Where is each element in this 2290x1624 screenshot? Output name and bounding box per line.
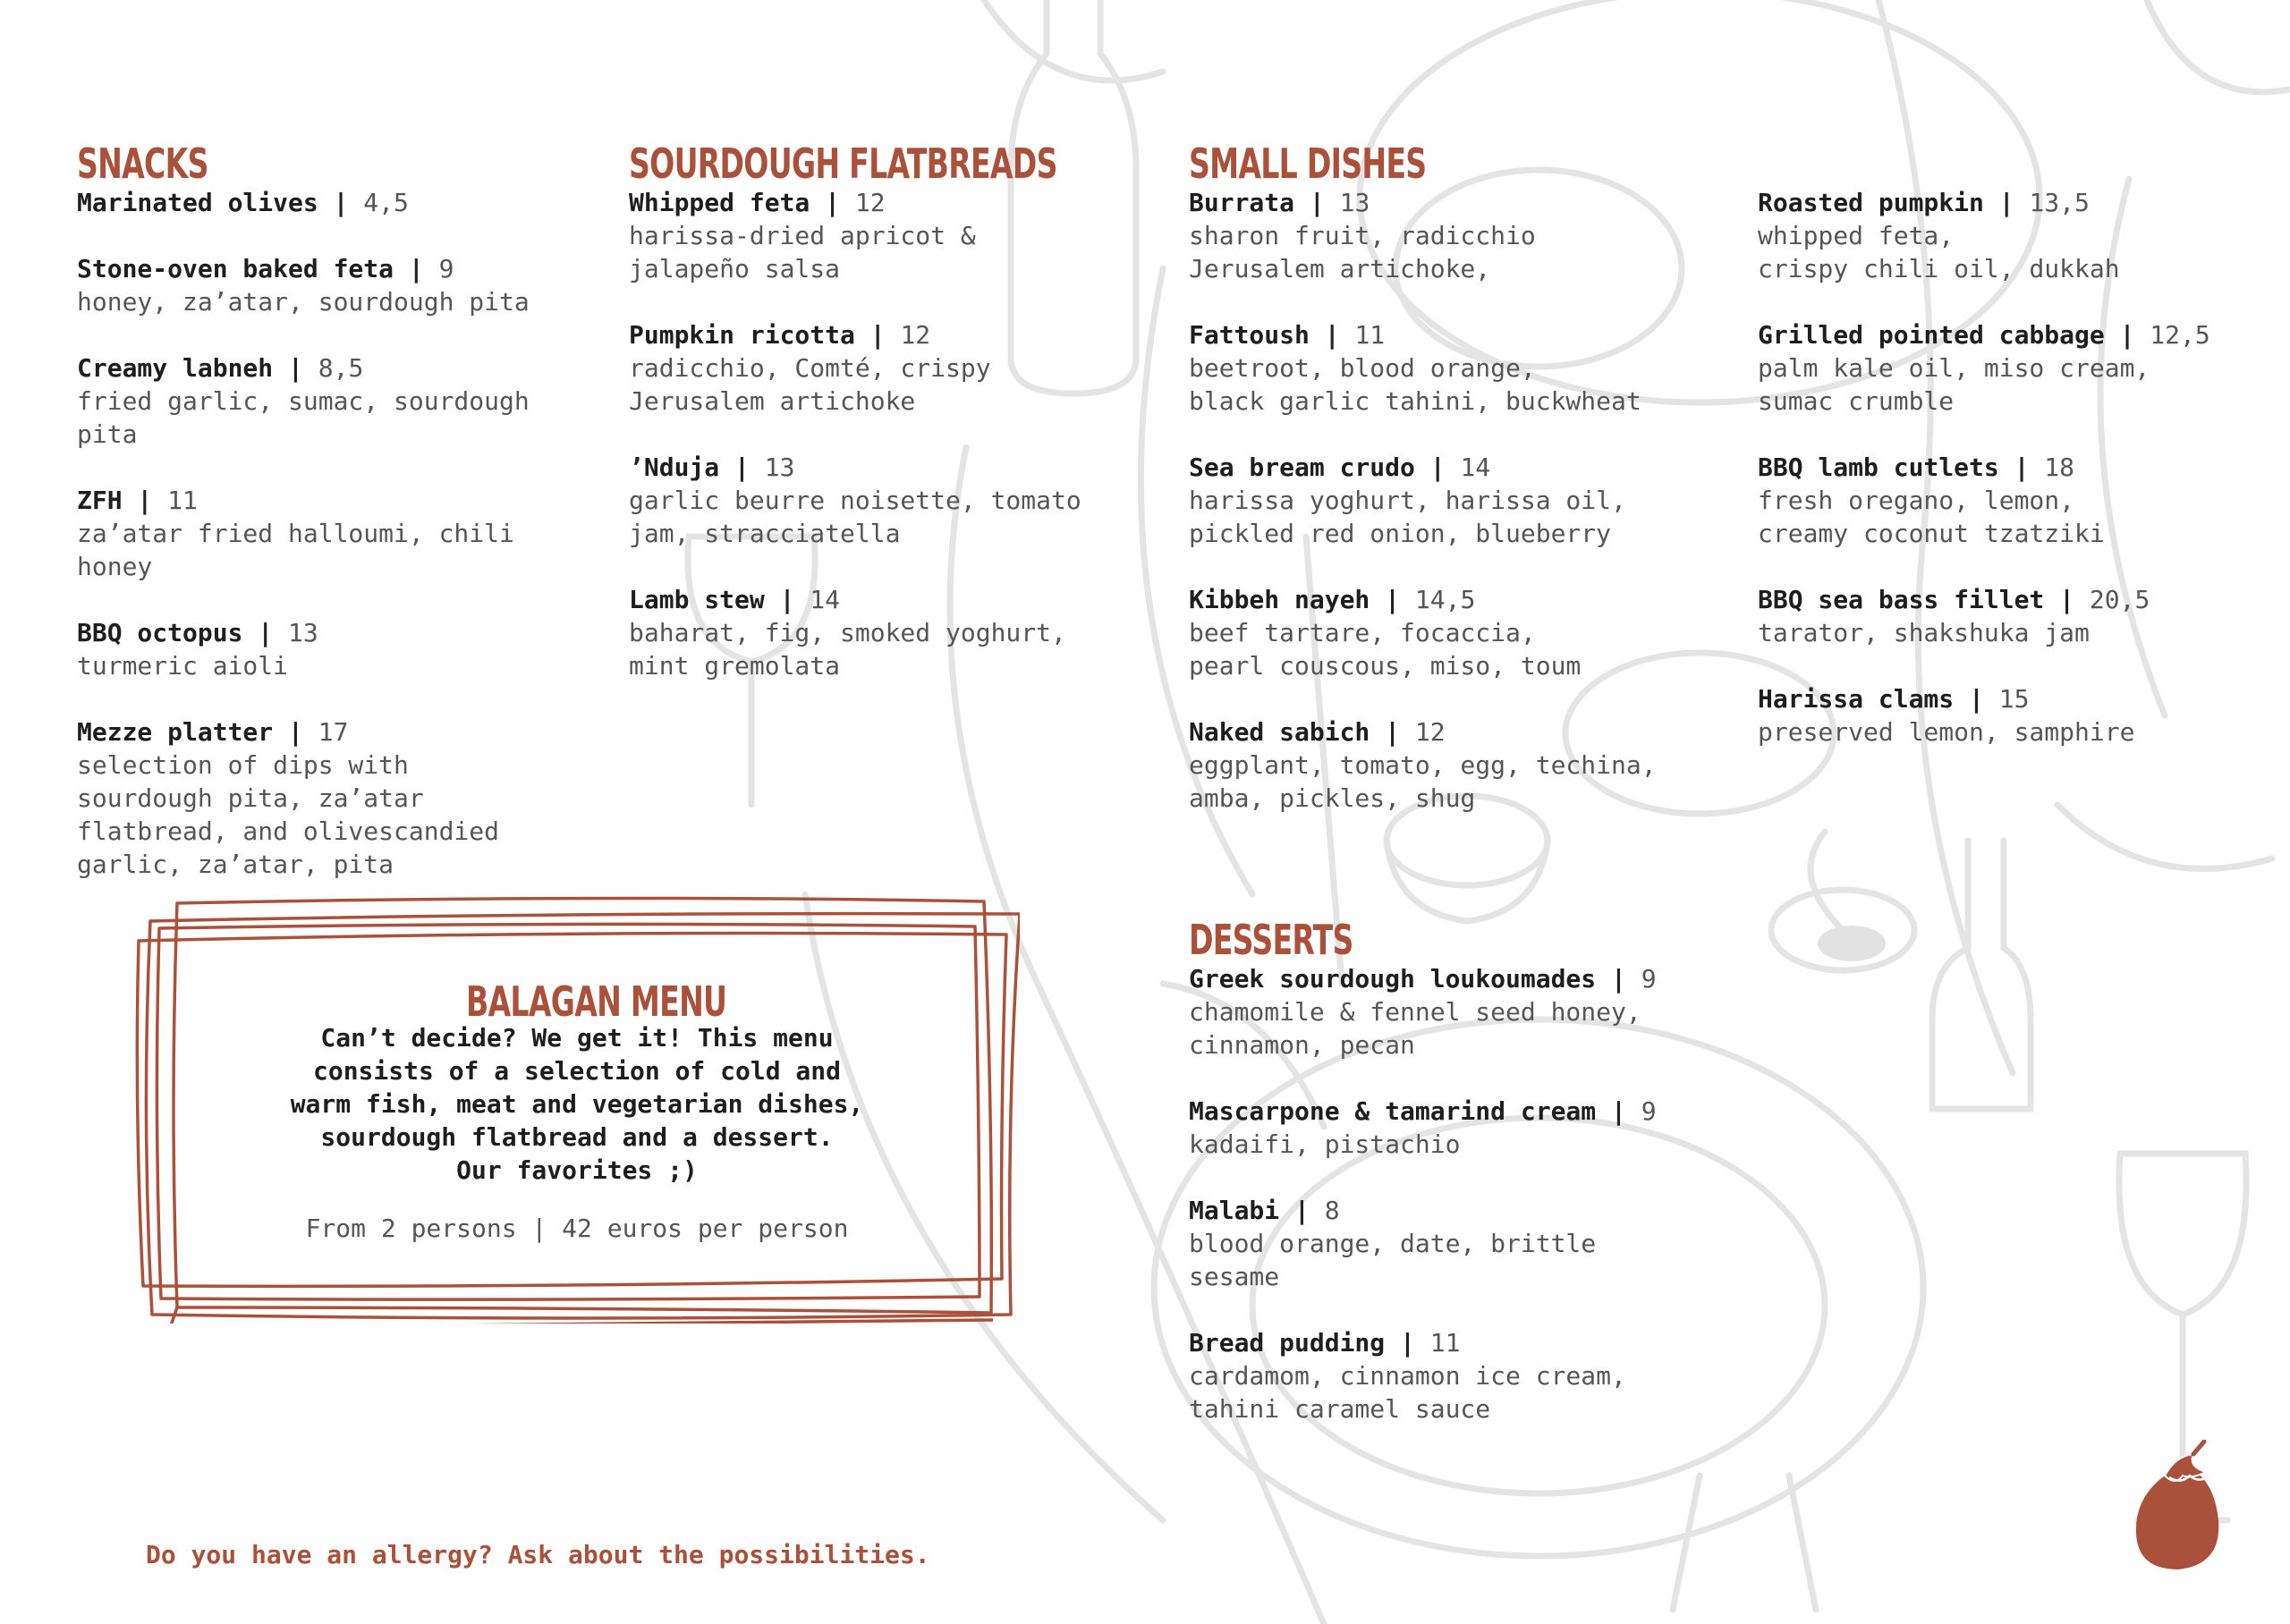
menu-item-description: creamy coconut tzatziki bbox=[1758, 519, 2105, 548]
menu-item-description: garlic beurre noisette, tomato bbox=[629, 486, 1081, 515]
menu-item-price: 13 bbox=[1339, 188, 1370, 217]
menu-item-separator: | bbox=[1385, 1328, 1430, 1358]
menu-item-separator: | bbox=[719, 453, 765, 482]
menu-item bbox=[1189, 962, 1657, 1062]
menu-item-name: Greek sourdough loukoumades bbox=[1189, 964, 1597, 994]
description-line: sourdough flatbread and a dessert. bbox=[320, 1122, 834, 1152]
menu-item-name: Pumpkin ricotta bbox=[629, 320, 855, 350]
balagan-menu-price: From 2 persons | 42 euros per person bbox=[305, 1214, 849, 1243]
menu-item-description: honey bbox=[77, 552, 153, 581]
menu-item-separator: | bbox=[1998, 453, 2045, 482]
menu-item bbox=[1758, 583, 2210, 649]
menu-item-separator: | bbox=[1596, 1096, 1641, 1126]
menu-item-name: Mascarpone & tamarind cream bbox=[1189, 1096, 1597, 1126]
menu-item-name: Mezze platter bbox=[77, 717, 274, 747]
menu-item-name: Lamb stew bbox=[629, 585, 765, 614]
menu-item-description: palm kale oil, miso cream, bbox=[1758, 353, 2150, 383]
menu-item-separator: | bbox=[1294, 188, 1340, 217]
menu-item bbox=[1189, 318, 1657, 418]
menu-item bbox=[1758, 186, 2210, 285]
menu-item bbox=[77, 715, 530, 881]
menu-item-description: crispy chili oil, dukkah bbox=[1758, 254, 2120, 283]
menu-item bbox=[1758, 682, 2210, 749]
menu-item-name: ZFH bbox=[77, 486, 123, 515]
menu-item-description: amba, pickles, shug bbox=[1189, 783, 1476, 813]
menu-item-price: 18 bbox=[2044, 453, 2075, 482]
menu-item-description: pearl couscous, miso, toum bbox=[1189, 651, 1582, 681]
menu-item-description: za’atar fried halloumi, chili bbox=[77, 519, 514, 548]
small-dishes-heading: SMALL DISHES bbox=[1189, 140, 1427, 188]
desserts-heading: DESSERTS bbox=[1189, 916, 1353, 964]
description-line: consists of a selection of cold and bbox=[312, 1056, 841, 1086]
menu-item-description: fried garlic, sumac, sourdough bbox=[77, 386, 530, 416]
menu-item-description: jalapeño salsa bbox=[629, 254, 841, 283]
menu-item-description: garlic, za’atar, pita bbox=[77, 850, 394, 879]
balagan-menu-title: BALAGAN MENU bbox=[466, 977, 727, 1026]
menu-item bbox=[77, 351, 530, 451]
menu-item-separator: | bbox=[1414, 453, 1461, 482]
menu-item-name: Fattoush bbox=[1189, 320, 1310, 350]
menu-item-price: 4,5 bbox=[363, 188, 409, 217]
menu-item-separator: | bbox=[1309, 320, 1355, 350]
menu-item-price: 8,5 bbox=[318, 353, 364, 383]
menu-item-name: Burrata bbox=[1189, 188, 1295, 217]
menu-item-name: Grilled pointed cabbage bbox=[1758, 320, 2105, 350]
menu-item-description: eggplant, tomato, egg, techina, bbox=[1189, 750, 1657, 780]
menu-item-separator: | bbox=[394, 254, 439, 283]
menu-item-description: sesame bbox=[1189, 1262, 1280, 1291]
menu-item bbox=[1189, 451, 1657, 550]
menu-item-description: cardamom, cinnamon ice cream, bbox=[1189, 1361, 1626, 1391]
menu-item-name: Naked sabich bbox=[1189, 717, 1370, 747]
menu-item-description: blood orange, date, brittle bbox=[1189, 1229, 1597, 1258]
menu-item-price: 12 bbox=[1414, 717, 1446, 747]
menu-item-description: preserved lemon, samphire bbox=[1758, 717, 2135, 747]
menu-item bbox=[1189, 1095, 1657, 1161]
menu-item-separator: | bbox=[764, 585, 810, 614]
menu-item-name: Creamy labneh bbox=[77, 353, 274, 383]
menu-item-name: Harissa clams bbox=[1758, 684, 1955, 714]
menu-item-description: fresh oregano, lemon, bbox=[1758, 486, 2075, 515]
menu-item-name: BBQ lamb cutlets bbox=[1758, 453, 1999, 482]
menu-item-separator: | bbox=[1954, 684, 1999, 714]
menu-item-price: 12 bbox=[854, 188, 886, 217]
menu-item bbox=[1189, 583, 1657, 682]
menu-item bbox=[1758, 451, 2210, 550]
menu-item bbox=[77, 252, 530, 318]
flatbreads-heading: SOURDOUGH FLATBREADS bbox=[629, 140, 1057, 188]
small-dishes-list bbox=[1189, 186, 1657, 848]
menu-item-description: whipped feta, bbox=[1758, 221, 1955, 250]
menu-item-description: tahini caramel sauce bbox=[1189, 1394, 1491, 1424]
menu-item bbox=[1758, 318, 2210, 418]
menu-item-name: Stone-oven baked feta bbox=[77, 254, 394, 283]
menu-item-price: 11 bbox=[1429, 1328, 1461, 1358]
menu-item-price: 13 bbox=[288, 618, 318, 647]
menu-item-separator: | bbox=[1279, 1196, 1325, 1225]
description-line: warm fish, meat and vegetarian dishes, bbox=[290, 1089, 864, 1119]
menu-item-price: 13 bbox=[764, 453, 795, 482]
desserts-list bbox=[1189, 962, 1657, 1459]
menu-item-description: pickled red onion, blueberry bbox=[1189, 519, 1612, 548]
menu-item-price: 14 bbox=[810, 585, 841, 614]
snacks-list bbox=[77, 186, 530, 914]
menu-item-price: 20,5 bbox=[2089, 585, 2150, 614]
menu-item bbox=[77, 186, 530, 219]
menu-item bbox=[629, 318, 1081, 418]
menu-item-name: BBQ octopus bbox=[77, 618, 243, 647]
menu-item-description: flatbread, and olivescandied bbox=[77, 816, 500, 846]
menu-item-price: 9 bbox=[1641, 1096, 1657, 1126]
menu-item-description: mint gremolata bbox=[629, 651, 841, 681]
menu-item-separator: | bbox=[318, 188, 364, 217]
menu-item-description: Jerusalem artichoke, bbox=[1189, 254, 1491, 283]
menu-item-price: 15 bbox=[1998, 684, 2030, 714]
menu-item-separator: | bbox=[1370, 585, 1415, 614]
menu-item-description: selection of dips with bbox=[77, 750, 409, 780]
menu-item-separator: | bbox=[1596, 964, 1641, 994]
menu-item-price: 11 bbox=[1354, 320, 1386, 350]
menu-item bbox=[629, 186, 1081, 285]
menu-item bbox=[77, 616, 530, 682]
menu-item-description: pita bbox=[77, 419, 138, 449]
menu-item-description: jam, stracciatella bbox=[629, 519, 901, 548]
menu-item-description: harissa yoghurt, harissa oil, bbox=[1189, 486, 1626, 515]
menu-item-price: 14,5 bbox=[1414, 585, 1476, 614]
menu-item-separator: | bbox=[1983, 188, 2030, 217]
menu-item-description: sourdough pita, za’atar bbox=[77, 783, 424, 813]
menu-item-description: baharat, fig, smoked yoghurt, bbox=[629, 618, 1066, 647]
menu-item-separator: | bbox=[242, 618, 289, 647]
flatbreads-list bbox=[629, 186, 1081, 715]
menu-item-description: cinnamon, pecan bbox=[1189, 1030, 1415, 1060]
menu-item-price: 9 bbox=[438, 254, 454, 283]
menu-item-price: 14 bbox=[1460, 453, 1491, 482]
menu-item-description: harissa-dried apricot & bbox=[629, 221, 976, 250]
menu-item bbox=[1189, 186, 1657, 285]
menu-item-separator: | bbox=[1370, 717, 1415, 747]
menu-item bbox=[1189, 715, 1657, 815]
snacks-heading: SNACKS bbox=[77, 140, 208, 188]
menu-item-name: Sea bream crudo bbox=[1189, 453, 1415, 482]
menu-item-name: Bread pudding bbox=[1189, 1328, 1386, 1358]
menu-item-separator: | bbox=[2104, 320, 2150, 350]
eggplant-icon bbox=[2129, 1440, 2227, 1574]
menu-item-description: sumac crumble bbox=[1758, 386, 1955, 416]
menu-item-description: tarator, shakshuka jam bbox=[1758, 618, 2090, 647]
menu-item-separator: | bbox=[273, 353, 318, 383]
menu-item-description: Jerusalem artichoke bbox=[629, 386, 916, 416]
menu-item-price: 17 bbox=[318, 717, 349, 747]
menu-item-separator: | bbox=[2044, 585, 2090, 614]
menu-item-name: Kibbeh nayeh bbox=[1189, 585, 1370, 614]
menu-item bbox=[77, 484, 530, 583]
menu-item-name: Marinated olives bbox=[77, 188, 318, 217]
menu-item-separator: | bbox=[810, 188, 855, 217]
menu-item-name: Roasted pumpkin bbox=[1758, 188, 1984, 217]
menu-item-price: 11 bbox=[167, 486, 198, 515]
menu-item-separator: | bbox=[122, 486, 168, 515]
menu-item-description: black garlic tahini, buckwheat bbox=[1189, 386, 1641, 416]
menu-item bbox=[1189, 1194, 1657, 1293]
menu-item-name: ’Nduja bbox=[629, 453, 720, 482]
menu-item-price: 12 bbox=[900, 320, 931, 350]
menu-item-name: Malabi bbox=[1189, 1196, 1280, 1225]
menu-item-price: 13,5 bbox=[2029, 188, 2090, 217]
menu-item-description: sharon fruit, radicchio bbox=[1189, 221, 1536, 250]
menu-item bbox=[629, 451, 1081, 550]
menu-item-description: beetroot, blood orange, bbox=[1189, 353, 1536, 383]
menu-item-price: 9 bbox=[1641, 964, 1657, 994]
menu-item-separator: | bbox=[854, 320, 901, 350]
menu-item-description: turmeric aioli bbox=[77, 651, 289, 681]
menu-item-name: Whipped feta bbox=[629, 188, 810, 217]
menu-item-description: honey, za’atar, sourdough pita bbox=[77, 287, 530, 317]
description-line: Can’t decide? We get it! This menu bbox=[320, 1023, 834, 1053]
description-line: Our favorites ;) bbox=[456, 1155, 698, 1185]
balagan-menu-description bbox=[206, 1021, 948, 1187]
menu-item-price: 12,5 bbox=[2150, 320, 2210, 350]
small-dishes-list-2 bbox=[1758, 186, 2210, 782]
menu-item-price: 8 bbox=[1324, 1196, 1340, 1225]
menu-item-description: beef tartare, focaccia, bbox=[1189, 618, 1536, 647]
menu-item-description: radicchio, Comté, crispy bbox=[629, 353, 991, 383]
menu-item bbox=[629, 583, 1081, 682]
allergy-note: Do you have an allergy? Ask about the possibilities. bbox=[146, 1540, 930, 1569]
menu-item bbox=[1189, 1326, 1657, 1425]
menu-item-name: BBQ sea bass fillet bbox=[1758, 585, 2045, 614]
menu-item-separator: | bbox=[273, 717, 318, 747]
menu-item-description: chamomile & fennel seed honey, bbox=[1189, 997, 1641, 1027]
menu-item-description: kadaifi, pistachio bbox=[1189, 1129, 1461, 1159]
